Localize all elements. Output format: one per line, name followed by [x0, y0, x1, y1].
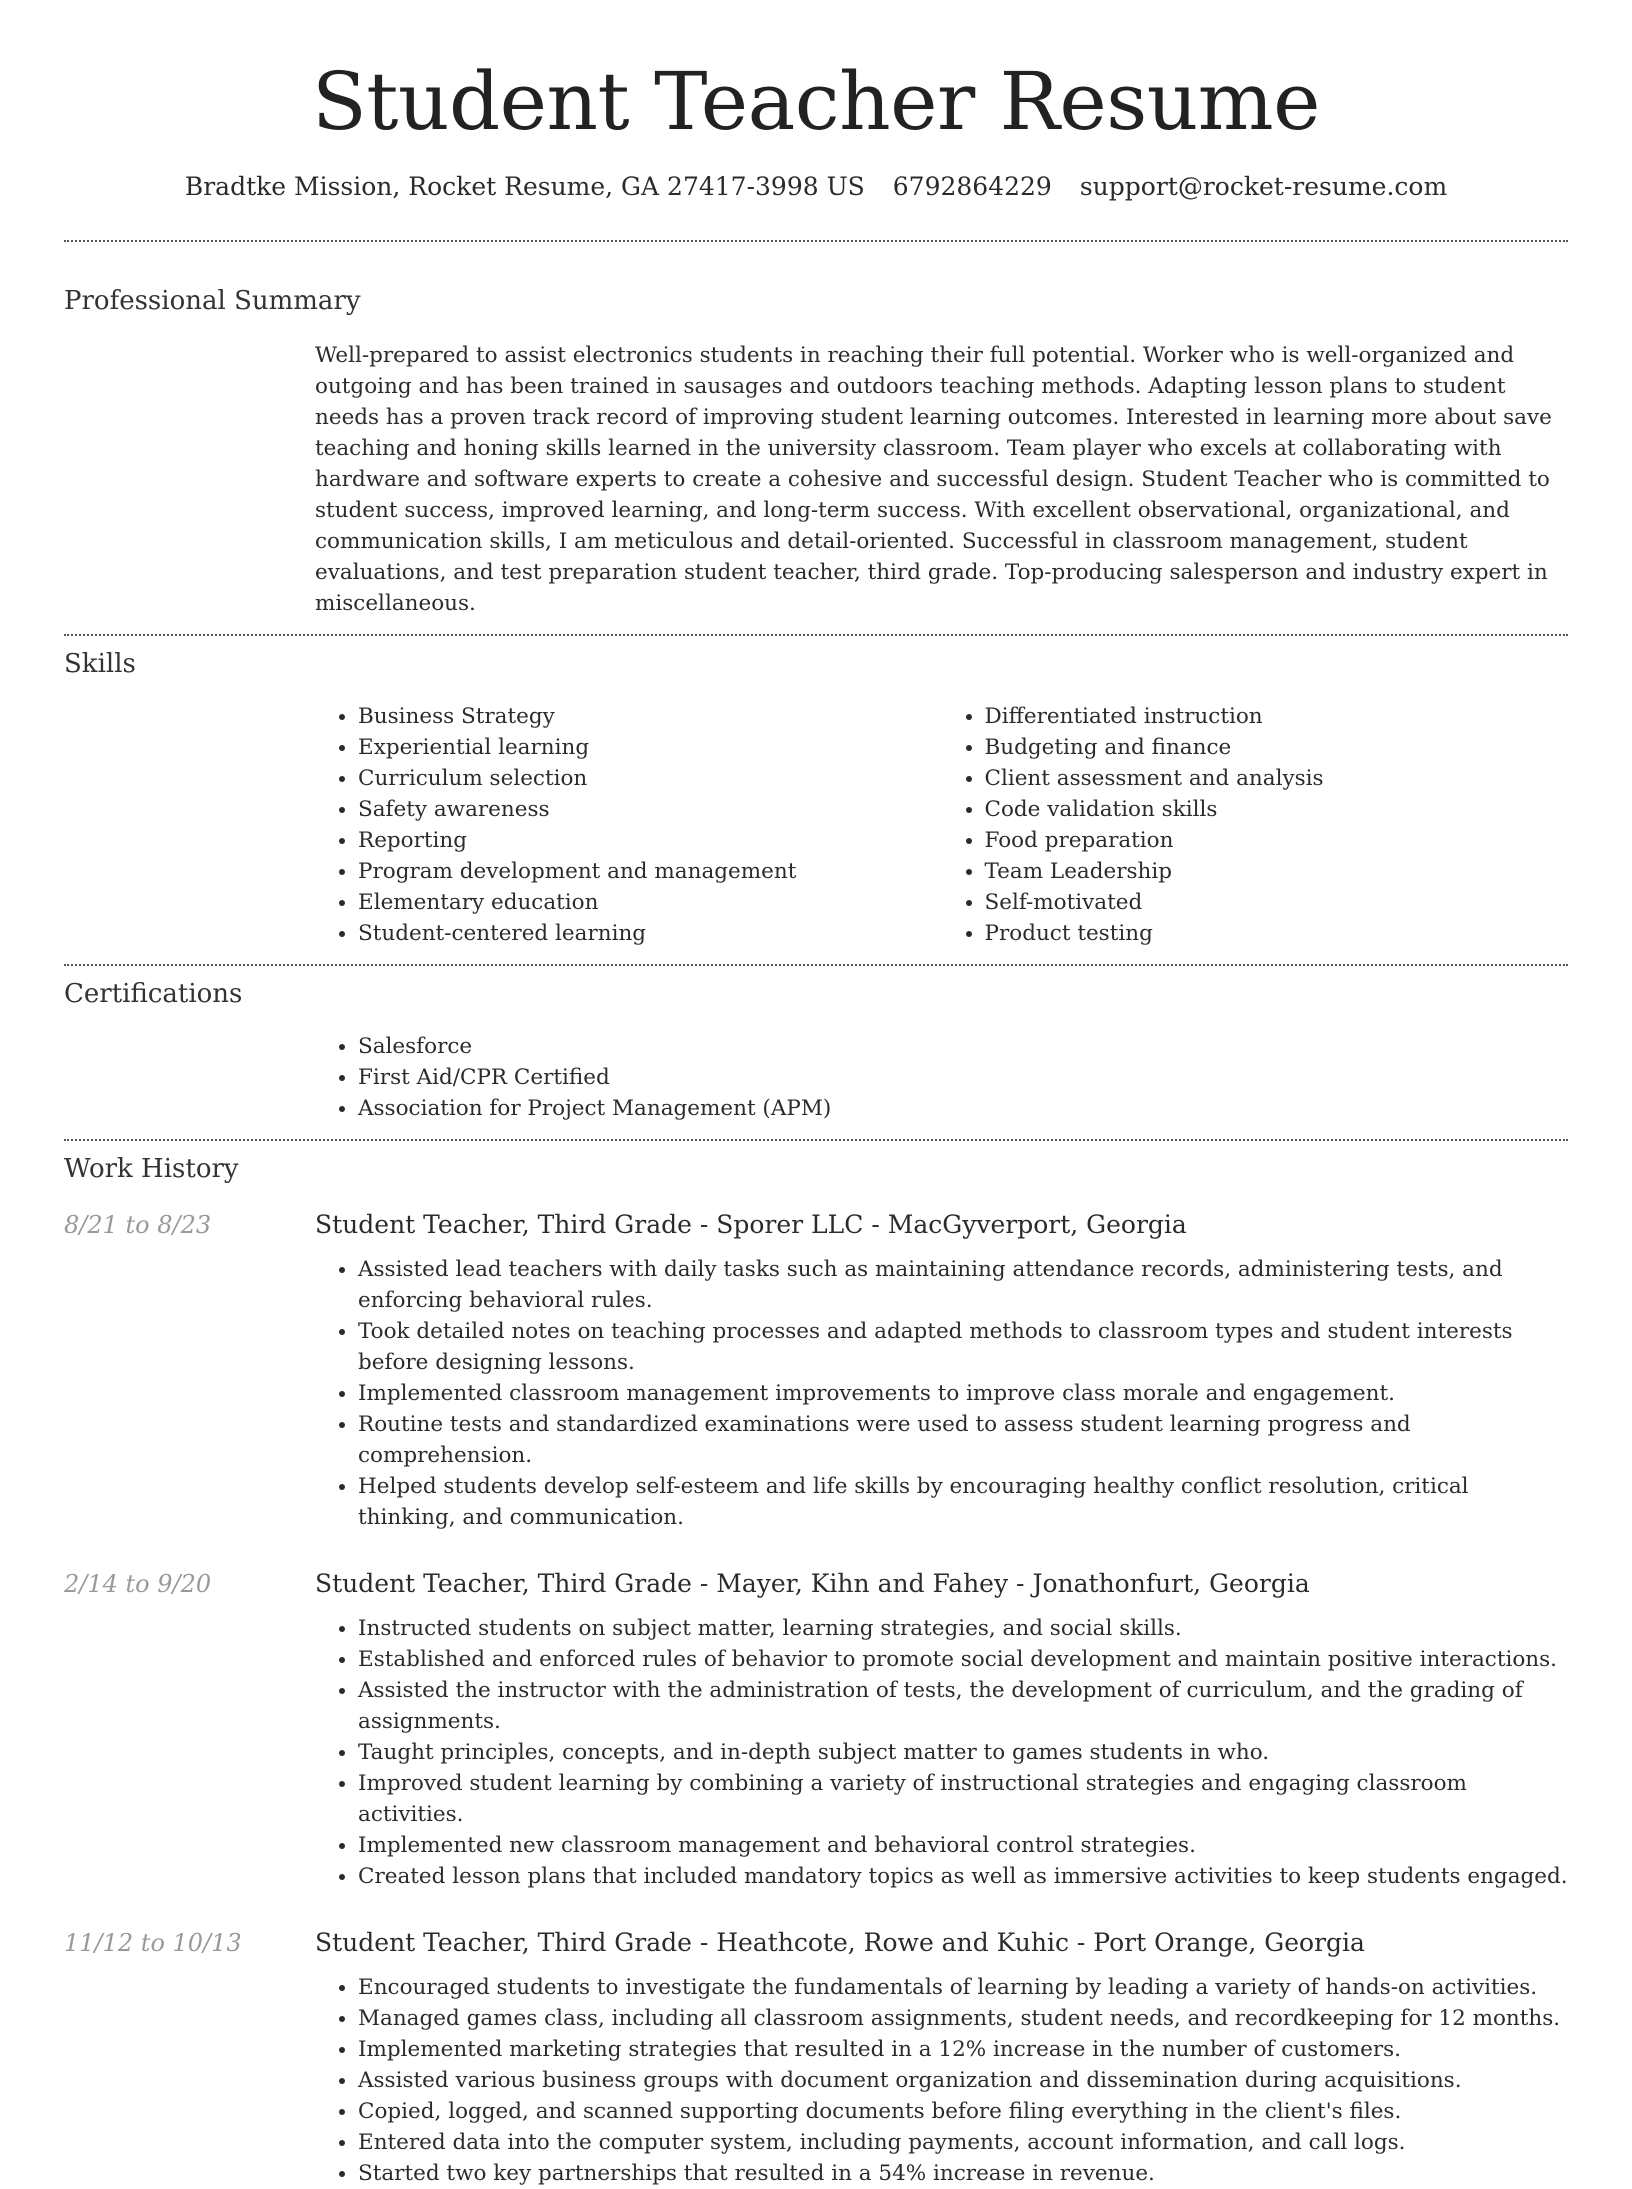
- skill-item: • Safety awareness: [358, 794, 942, 825]
- resume-page: [64, 0, 1568, 2189]
- skill-item: • Team Leadership: [985, 856, 1569, 887]
- skill-item: • Self-motivated: [985, 887, 1569, 918]
- certifications-list: [315, 1031, 1568, 1124]
- certification-item: • Salesforce: [358, 1031, 1568, 1062]
- job-bullet: • Instructed students on subject matter, learning strategies, and social skills.: [358, 1613, 1568, 1644]
- job-bullet: • Copied, logged, and scanned supporting documents before filing everything in the client's files.: [358, 2096, 1568, 2127]
- skill-item: • Reporting: [358, 825, 942, 856]
- job-bullet-list: [315, 1972, 1568, 2189]
- job-bullet: • Assisted various business groups with document organization and dissemination during acquisitions.: [358, 2065, 1568, 2096]
- work-history-heading: Work History: [64, 1154, 239, 1184]
- job-dates: 8/21 to 8/23: [64, 1211, 212, 1239]
- skill-item: • Experiential learning: [358, 732, 942, 763]
- contact-address: Bradtke Mission, Rocket Resume, GA 27417-3998 US: [184, 172, 865, 201]
- skill-item: • Elementary education: [358, 887, 942, 918]
- section-divider: [64, 634, 1568, 636]
- contact-phone: 6792864229: [892, 172, 1052, 201]
- job-title: Student Teacher, Third Grade - Heathcote, Rowe and Kuhic - Port Orange, Georgia: [315, 1928, 1365, 1957]
- job-dates: 11/12 to 10/13: [64, 1929, 242, 1957]
- skill-item: • Budgeting and finance: [985, 732, 1569, 763]
- job-dates: 2/14 to 9/20: [64, 1570, 212, 1598]
- skill-item: • Program development and management: [358, 856, 942, 887]
- job-bullet: • Took detailed notes on teaching processes and adapted methods to classroom types and student interests before designing lessons.: [358, 1316, 1568, 1378]
- resume-title: Student Teacher Resume: [311, 55, 1321, 148]
- section-divider: [64, 1139, 1568, 1141]
- job-entry: [64, 1567, 1568, 1892]
- contact-email: support@rocket-resume.com: [1079, 172, 1448, 201]
- job-bullet-list: [315, 1254, 1568, 1533]
- skill-item: • Food preparation: [985, 825, 1569, 856]
- job-bullet: • Implemented marketing strategies that resulted in a 12% increase in the number of customers.: [358, 2034, 1568, 2065]
- job-duties: [315, 1613, 1568, 1892]
- job-title: Student Teacher, Third Grade - Mayer, Kihn and Fahey - Jonathonfurt, Georgia: [315, 1569, 1310, 1598]
- job-bullet: • Routine tests and standardized examinations were used to assess student learning progress and comprehension.: [358, 1409, 1568, 1471]
- skill-item: • Code validation skills: [985, 794, 1569, 825]
- skills-list-right: [942, 701, 1569, 949]
- certifications-heading: Certifications: [64, 979, 243, 1009]
- skills-grid: [315, 701, 1568, 949]
- job-bullet: • Assisted the instructor with the administration of tests, the development of curriculum, and the grading of assignments.: [358, 1675, 1568, 1737]
- skill-item: • Student-centered learning: [358, 918, 942, 949]
- certifications-block: [315, 1031, 1568, 1124]
- job-entry: [64, 1208, 1568, 1533]
- summary-heading: Professional Summary: [64, 286, 361, 316]
- skill-item: • Differentiated instruction: [985, 701, 1569, 732]
- contact-line: [64, 170, 1568, 204]
- job-bullet: • Assisted lead teachers with daily tasks such as maintaining attendance records, administering tests, and enforcing behavioral rules.: [358, 1254, 1568, 1316]
- skill-item: • Curriculum selection: [358, 763, 942, 794]
- job-bullet-list: [315, 1613, 1568, 1892]
- job-entry: [64, 1926, 1568, 2189]
- job-duties: [315, 1972, 1568, 2189]
- job-bullet: • Created lesson plans that included mandatory topics as well as immersive activities to keep students engaged.: [358, 1861, 1568, 1892]
- skill-item: • Product testing: [985, 918, 1569, 949]
- section-divider: [64, 240, 1568, 242]
- job-duties: [315, 1254, 1568, 1533]
- skill-item: • Client assessment and analysis: [985, 763, 1569, 794]
- certification-item: • Association for Project Management (APM): [358, 1093, 1568, 1124]
- skill-item: • Business Strategy: [358, 701, 942, 732]
- job-bullet: • Taught principles, concepts, and in-depth subject matter to games students in who.: [358, 1737, 1568, 1768]
- skills-list-left: [315, 701, 942, 949]
- section-divider: [64, 964, 1568, 966]
- job-bullet: • Helped students develop self-esteem and life skills by encouraging healthy conflict resolution, critical thinking, and communication.: [358, 1471, 1568, 1533]
- certification-item: • First Aid/CPR Certified: [358, 1062, 1568, 1093]
- summary-text: Well-prepared to assist electronics students in reaching their full potential. Worker who is well-organized and outgoing and has been trained in sausages and outdoors teaching methods. Adapting lesson plans to student needs has a proven track record of improving student learning outcomes. Interested in learning more about save teaching and honing skills learned in the university classroom. Team player who excels at collaborating with hardware and software experts to create a cohesive and successful design. Student Teacher who is committed to student success, improved learning, and long-term success. With excellent observational, organizational, and communication skills, I am meticulous and detail-oriented. Successful in classroom management, student evaluations, and test preparation student teacher, third grade. Top-producing salesperson and industry expert in miscellaneous.: [315, 343, 1552, 616]
- job-bullet: • Encouraged students to investigate the fundamentals of learning by leading a variety of hands-on activities.: [358, 1972, 1568, 2003]
- job-bullet: • Implemented classroom management improvements to improve class morale and engagement.: [358, 1378, 1568, 1409]
- job-bullet: • Managed games class, including all classroom assignments, student needs, and recordkeeping for 12 months.: [358, 2003, 1568, 2034]
- skills-heading: Skills: [64, 649, 136, 679]
- job-bullet: • Established and enforced rules of behavior to promote social development and maintain positive interactions.: [358, 1644, 1568, 1675]
- job-bullet: • Entered data into the computer system, including payments, account information, and call logs.: [358, 2127, 1568, 2158]
- job-bullet: • Implemented new classroom management and behavioral control strategies.: [358, 1830, 1568, 1861]
- job-bullet: • Started two key partnerships that resulted in a 54% increase in revenue.: [358, 2158, 1568, 2189]
- job-title: Student Teacher, Third Grade - Sporer LLC - MacGyverport, Georgia: [315, 1210, 1187, 1239]
- job-bullet: • Improved student learning by combining a variety of instructional strategies and engaging classroom activities.: [358, 1768, 1568, 1830]
